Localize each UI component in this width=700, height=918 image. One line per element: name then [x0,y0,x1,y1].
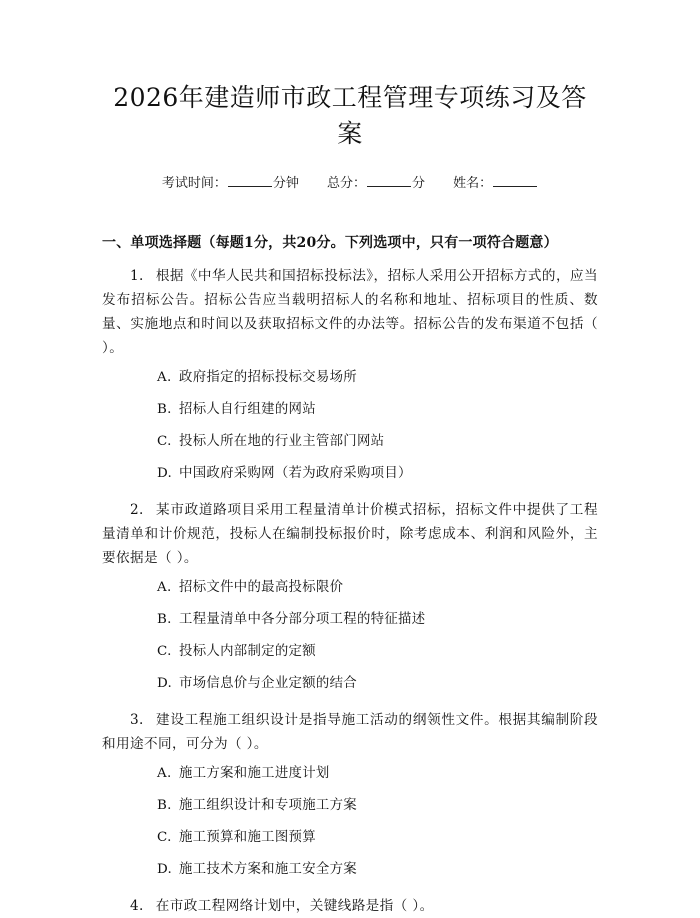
option-d [102,674,598,694]
option-letter: A. [157,580,172,595]
option-text: 施工预算和施工图预算 [179,830,316,845]
option-text: 施工方案和施工进度计划 [179,766,330,781]
question-stem [102,708,598,756]
total-score-field [327,176,425,191]
question-text: 在市政工程网络计划中，关键线路是指（ ）。 [155,898,434,914]
question-stem [102,264,598,360]
page-title: 2026年建造师市政工程管理专项练习及答案 [113,83,587,148]
question-number: 1. [130,268,144,284]
option-d [102,464,598,484]
option-text: 政府指定的招标投标交易场所 [179,370,357,385]
question-text: 根据《中华人民共和国招标投标法》，招标人采用公开招标方式的，应当发布招标公告。招标公告应当载明招标人的名称和地址、招标项目的性质、数量、实施地点和时间以及获取招标文件的办法等。招标公告的发布渠道不包括（ ）。 [102,268,598,356]
question-number: 3. [130,712,144,728]
option-a [102,368,598,388]
option-text: 投标人内部制定的定额 [179,644,316,659]
options-list [102,764,598,880]
question-text: 建设工程施工组织设计是指导施工活动的纲领性文件。根据其编制阶段和用途不同，可分为（ ）。 [102,712,598,752]
option-b [102,796,598,816]
option-text: 施工组织设计和专项施工方案 [179,798,357,813]
total-score-label: 总分： [326,176,366,191]
option-text: 投标人所在地的行业主管部门网站 [179,434,385,449]
option-text: 工程量清单中各分部分项工程的特征描述 [179,612,426,627]
option-c [102,432,598,452]
option-b [102,400,598,420]
question-text: 某市政道路项目采用工程量清单计价模式招标，招标文件中提供了工程量清单和计价规范，投标人在编制投标报价时，除考虑成本、利润和风险外，主要依据是（ ）。 [102,502,598,566]
question-number: 2. [130,502,144,518]
total-score-blank [367,173,411,187]
name-blank [493,173,537,187]
option-d [102,860,598,880]
option-letter: A. [157,370,172,385]
option-letter: C. [157,644,172,659]
options-list [102,368,598,484]
question-stem [102,498,598,570]
option-text: 市场信息价与企业定额的结合 [179,676,357,691]
question-number: 4. [130,898,144,914]
question-stem [102,894,598,918]
question-4 [102,894,598,918]
option-a [102,764,598,784]
option-c [102,828,598,848]
option-text: 招标人自行组建的网站 [179,402,316,417]
exam-time-blank [228,173,272,187]
option-letter: A. [157,766,172,781]
exam-time-unit: 分钟 [272,176,299,191]
option-b [102,610,598,630]
option-a [102,578,598,598]
total-score-unit: 分 [412,176,426,191]
question-3 [102,708,598,880]
name-field [453,176,538,191]
option-letter: D. [157,676,173,691]
option-text: 招标文件中的最高投标限价 [179,580,344,595]
option-letter: B. [157,402,172,417]
option-c [102,642,598,662]
section-heading: 一、单项选择题（每题1分，共20分。下列选项中，只有一项符合题意） [102,235,558,251]
option-text: 中国政府采购网（若为政府采购项目） [179,466,412,481]
exam-time-label: 考试时间： [161,176,227,191]
option-letter: C. [157,434,172,449]
option-letter: B. [157,612,172,627]
option-letter: D. [157,862,173,877]
exam-time-field [162,176,299,191]
exam-info-line [102,173,598,194]
question-1 [102,264,598,484]
options-list [102,578,598,694]
name-label: 姓名： [453,176,493,191]
option-letter: B. [157,798,172,813]
option-letter: D. [157,466,173,481]
question-2 [102,498,598,694]
option-text: 施工技术方案和施工安全方案 [179,862,357,877]
option-letter: C. [157,830,172,845]
